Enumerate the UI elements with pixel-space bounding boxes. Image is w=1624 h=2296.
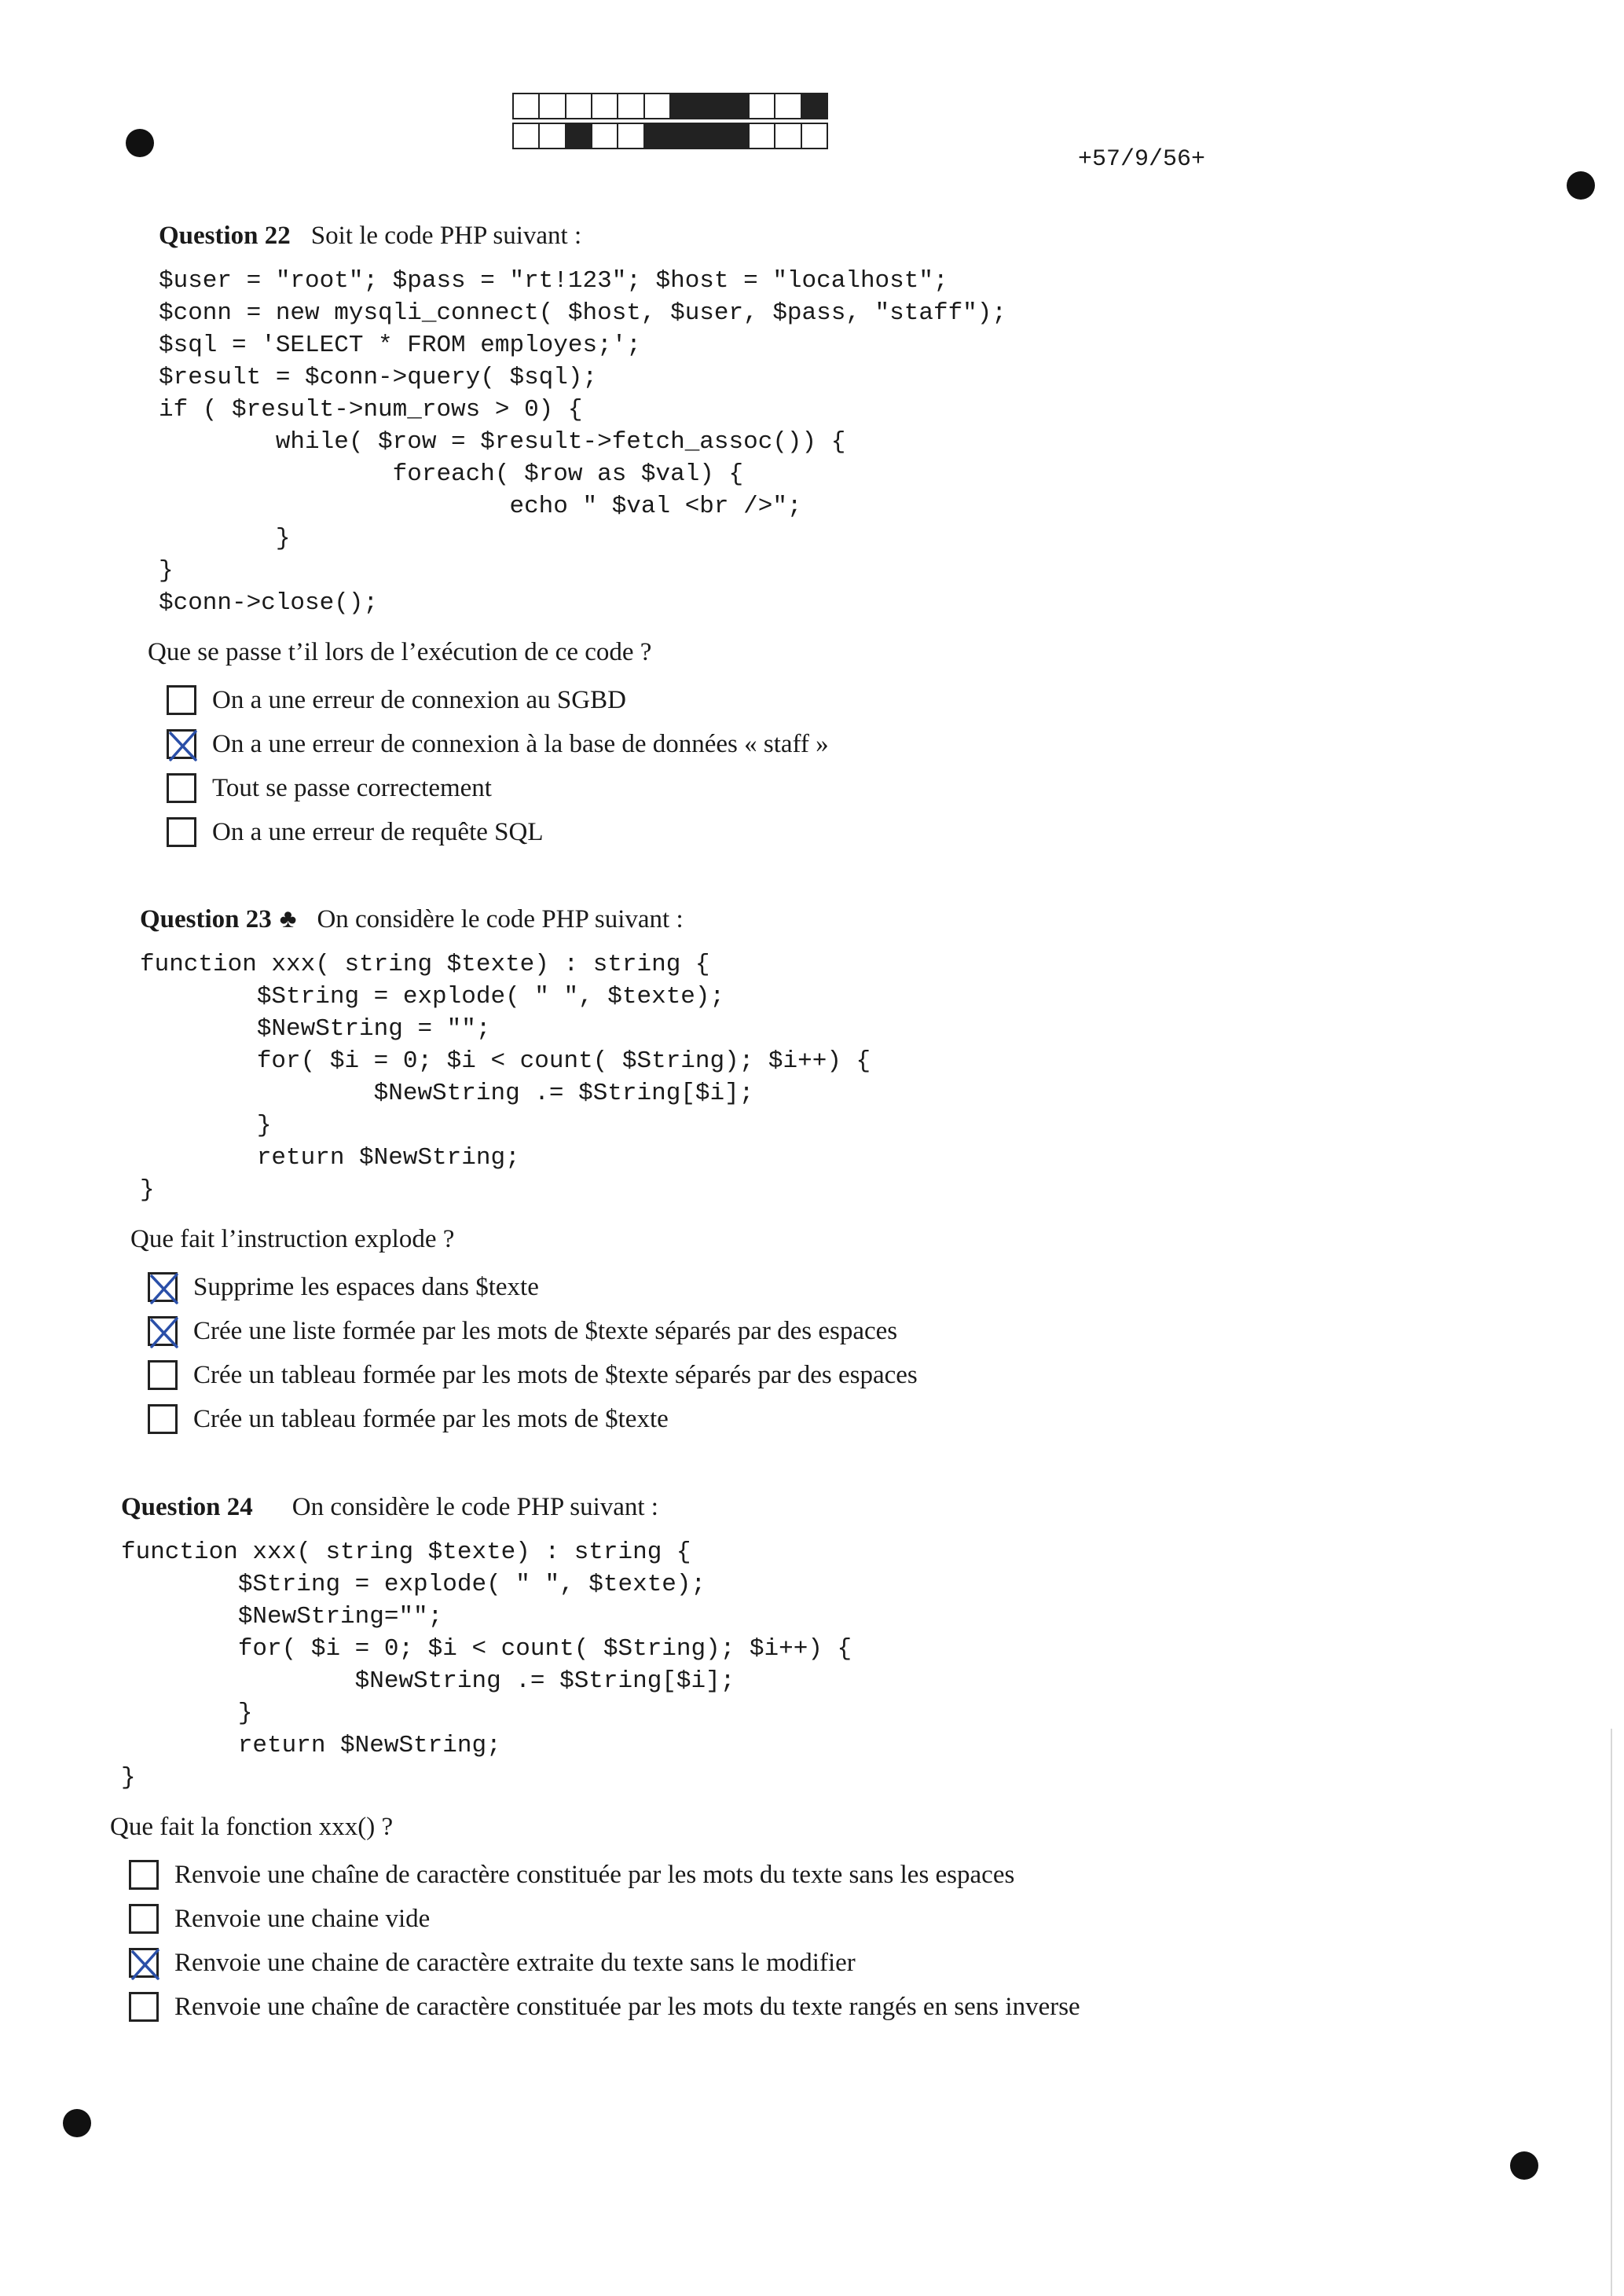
answer-checkbox[interactable] [148,1316,178,1346]
answer-label: Crée un tableau formée par les mots de $texte séparés par des espaces [193,1360,918,1389]
barcode-cell [722,93,750,119]
question-prompt: Que fait l’instruction explode ? [130,1225,455,1253]
barcode-cell [669,123,697,149]
answer-label: On a une erreur de connexion au SGBD [212,685,626,714]
registration-mark-bottom-right [1510,2151,1538,2180]
answer-checkbox[interactable] [167,685,196,715]
answer-option[interactable] [167,766,1006,810]
code-block: function xxx( string $texte) : string { $String = explode( " ", $texte); $NewString = ""; for( $i = 0; $i < count( $String); $i++) { $NewString .= $String[$i]; } return $NewString; } [140,951,871,1204]
answer-label: On a une erreur de connexion à la base de données « staff » [212,729,829,758]
barcode-row [512,93,827,119]
checkmark-x-icon [145,1268,183,1309]
question-title: Question 22 [159,222,291,250]
answer-option[interactable] [167,678,1006,722]
answer-list [167,678,1006,854]
page-id: +57/9/56+ [1078,146,1206,173]
barcode-cell [538,93,566,119]
answer-option[interactable] [148,1353,918,1397]
answer-label: Crée un tableau formée par les mots de $texte [193,1404,669,1433]
barcode-cell [565,93,592,119]
answer-label: Renvoie une chaine de caractère extraite du texte sans le modifier [174,1948,856,1977]
question-22 [148,222,1006,854]
barcode-cell [565,123,592,149]
barcode-cell [748,93,775,119]
barcode-cell [538,123,566,149]
question-header [140,905,918,934]
registration-mark-top-left [126,129,154,157]
answer-checkbox[interactable] [129,1904,159,1934]
answer-checkbox[interactable] [167,817,196,847]
answer-label: Renvoie une chaine vide [174,1904,431,1933]
question-23 [130,905,918,1441]
answer-option[interactable] [148,1265,918,1309]
question-intro: On considère le code PHP suivant : [291,1493,658,1521]
registration-mark-top-right [1567,171,1595,200]
barcode-cell [695,123,723,149]
registration-mark-bottom-left [63,2109,91,2137]
answer-option[interactable] [167,722,1006,766]
answer-checkbox[interactable] [148,1360,178,1390]
answer-label: On a une erreur de requête SQL [212,817,544,846]
barcode-cell [512,93,540,119]
answer-checkbox[interactable] [148,1272,178,1302]
answer-list [129,1853,1080,2029]
answer-label: Renvoie une chaîne de caractère constituée par les mots du texte rangés en sens inverse [174,1992,1080,2021]
barcode-cell [643,123,671,149]
answer-checkbox[interactable] [167,773,196,803]
answer-option[interactable] [167,810,1006,854]
question-intro: On considère le code PHP suivant : [317,905,684,933]
answer-option[interactable] [148,1397,918,1441]
answer-checkbox[interactable] [129,1948,159,1978]
barcode-cell [591,93,618,119]
answer-checkbox[interactable] [129,1860,159,1890]
answer-checkbox[interactable] [167,729,196,759]
answer-option[interactable] [148,1309,918,1353]
question-header [121,1493,1080,1522]
answer-list [148,1265,918,1441]
barcode-cell [801,123,828,149]
barcode-cell [774,93,801,119]
barcode-row [512,123,827,149]
scan-edge-line [1611,1729,1612,2296]
barcode [512,93,827,152]
answer-option[interactable] [129,1985,1080,2029]
barcode-cell [669,93,697,119]
answer-option[interactable] [129,1897,1080,1941]
answer-label: Crée une liste formée par les mots de $texte séparés par des espaces [193,1316,898,1345]
question-title: Question 24 [121,1493,253,1521]
club-icon: ♣ [279,905,297,933]
barcode-cell [643,93,671,119]
barcode-cell [512,123,540,149]
barcode-cell [748,123,775,149]
barcode-cell [695,93,723,119]
answer-label: Supprime les espaces dans $texte [193,1272,539,1301]
answer-label: Renvoie une chaîne de caractère constituée par les mots du texte sans les espaces [174,1860,1015,1889]
answer-checkbox[interactable] [129,1992,159,2022]
checkmark-x-icon [164,725,202,766]
code-block: function xxx( string $texte) : string { $String = explode( " ", $texte); $NewString=""; for( $i = 0; $i < count( $String); $i++) { $NewString .= $String[$i]; } return $NewString; } [121,1539,852,1792]
question-prompt: Que fait la fonction xxx() ? [110,1813,394,1841]
barcode-cell [774,123,801,149]
question-prompt: Que se passe t’il lors de l’exécution de ce code ? [148,638,652,666]
barcode-cell [722,123,750,149]
checkmark-x-icon [145,1312,183,1353]
barcode-cell [617,123,644,149]
question-intro: Soit le code PHP suivant : [310,222,582,250]
question-title: Question 23 [140,905,272,933]
barcode-cell [591,123,618,149]
checkmark-x-icon [126,1944,164,1985]
answer-option[interactable] [129,1941,1080,1985]
answer-checkbox[interactable] [148,1404,178,1434]
answer-option[interactable] [129,1853,1080,1897]
barcode-cell [801,93,828,119]
barcode-cell [617,93,644,119]
code-block: $user = "root"; $pass = "rt!123"; $host = "localhost"; $conn = new mysqli_connect( $host, $user, $pass, "staff"); $sql = 'SELECT * FROM employes;'; $result = $conn->query( $sql); if ( $result->num_rows > 0) { while( $row = $result->fetch_assoc()) { foreach( $row as $val) { echo " $val <br />"; } } $conn->close(); [159,267,1006,617]
question-header [159,222,1006,251]
answer-label: Tout se passe correctement [212,773,492,802]
question-24 [110,1493,1080,2029]
